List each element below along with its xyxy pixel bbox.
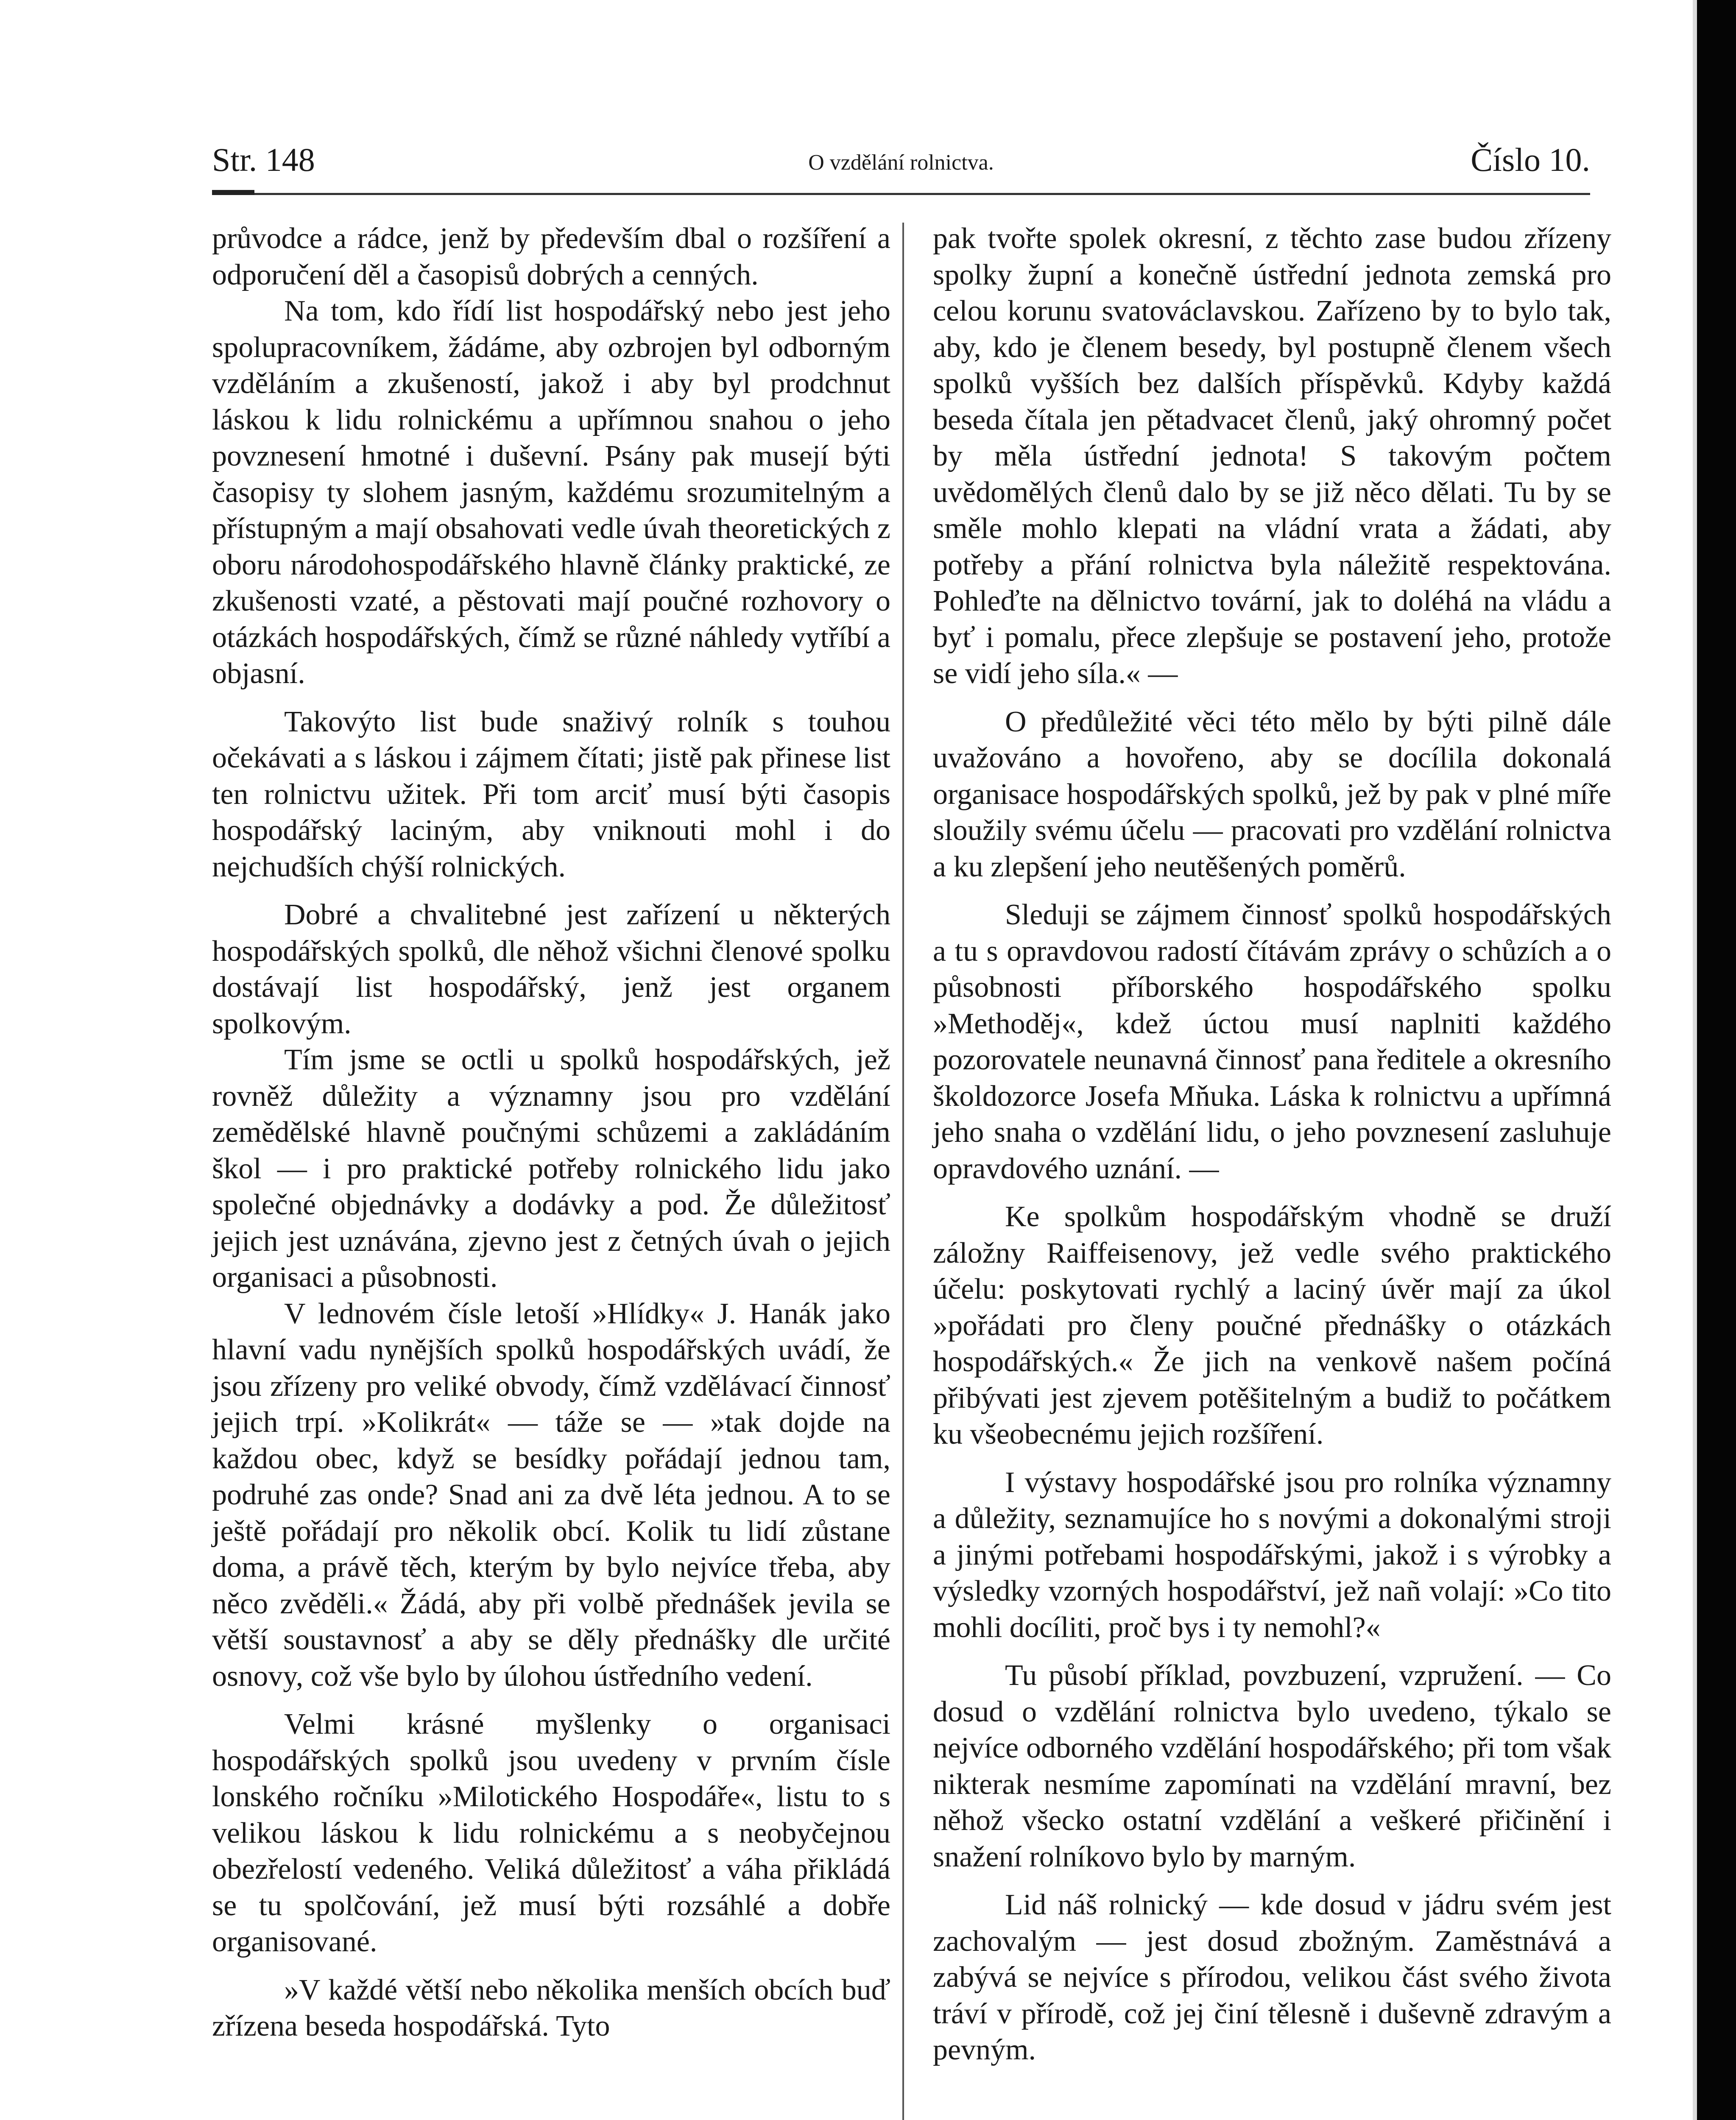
paragraph: V lednovém čísle letoší »Hlídky« J. Hanák jako hlavní vadu nynějších spolků hospodářských uvádí, že jsou zřízeny pro veliké obvody, čímž vzdělávací činnosť jejich trpí. »Kolikrát« — táže se — »tak dojde na každou obec, když se besídky pořádají jednou tam, podruhé zas onde? Snad ani za dvě léta jednou. A to se ještě pořádají pro několik obcí. Kolik tu lidí zůstane doma, a právě těch, kterým by bylo nejvíce třeba, aby něco zvěděli.« Žádá, aby při volbě přednášek jevila se větší soustavnosť a aby se děly přednášky dle určité osnovy, což vše bylo by úlohou ústředního vedení.	[212, 1297, 890, 1693]
paragraph: Takovýto list bude snaživý rolník s touhou očekávati a s láskou i zájmem čítati; jistě pak přinese list ten rolnictvu užitek. Při tom arciť musí býti časopis hospodářský laciným, aby vniknouti mohl i do nejchudších chýší rolnických.	[212, 705, 890, 883]
paragraph: O předůležité věci této mělo by býti pilně dále uvažováno a hovořeno, aby se docílila dokonalá organisace hospodářských spolků, jež by pak v plné míře sloužily svému účelu — pracovati pro vzdělání rolnictva a ku zlepšení jeho neutěšených poměrů.	[933, 705, 1611, 883]
right-column	[933, 220, 1611, 2068]
page-header	[212, 141, 1590, 187]
running-title: O vzdělání rolnictva.	[808, 151, 994, 175]
paragraph: Tu působí příklad, povzbuzení, vzpružení. — Co dosud o vzdělání rolnictva bylo uvedeno, týkalo se nejvíce odborného vzdělání hospodářského; při tom však nikterak nesmíme zapomínati na vzdělání mravní, bez něhož všecko ostatní vzdělání a veškeré přičinění i snažení rolníkovo bylo by marným.	[933, 1659, 1611, 1873]
paragraph: Velmi krásné myšlenky o organisaci hospodářských spolků jsou uvedeny v prvním čísle lonského ročníku »Milotického Hospodáře«, listu to s velikou láskou k lidu rolnickému a s neobyčejnou obezřelostí vedeného. Veliká důležitosť a váha přikládá se tu spolčování, jež musí býti rozsáhlé a dobře organisované.	[212, 1708, 890, 1958]
paragraph: Sleduji se zájmem činnosť spolků hospodářských a tu s opravdovou radostí čítávám zprávy o schůzích a o působnosti příborského hospodářského spolku »Methoděj«, kdež úctou musí naplniti každého pozorovatele neunavná činnosť pana ředitele a okresního školdozorce Josefa Mňuka. Láska k rolnictvu a upřímná jeho snaha o vzdělání lidu, o jeho povznesení zasluhuje opravdového uznání. —	[933, 898, 1611, 1185]
column-divider	[902, 223, 904, 2120]
paragraph: Ke spolkům hospodářským vhodně se druží záložny Raiffeisenovy, jež vedle svého praktického účelu: poskytovati rychlý a laciný úvěr mají za úkol »pořádati pro členy poučné přednášky o otázkách hospodářských.« Že jich na venkově našem počíná přibývati jest zjevem potěšitelným a budiž to počátkem ku všeobecnému jejich rozšíření.	[933, 1200, 1611, 1451]
paragraph: Lid náš rolnický — kde dosud v jádru svém jest zachovalým — jest dosud zbožným. Zaměstnává a zabývá se nejvíce s přírodou, velikou část svého života tráví v přírodě, což jej činí tělesně i duševně zdravým a pevným.	[933, 1888, 1611, 2066]
scan-edge-right	[1697, 0, 1736, 2120]
paragraph: Na tom, kdo řídí list hospodářský nebo jest jeho spolupracovníkem, žádáme, aby ozbrojen byl odborným vzděláním a zkušeností, jakož i aby byl prodchnut láskou k lidu rolnickému a upřímnou snahou o jeho povznesení hmotné i duševní. Psány pak musejí býti časopisy ty slohem jasným, každému srozumitelným a přístupným a mají obsahovati vedle úvah theoretických z oboru národohospodářského hlavně články praktické, ze zkušenosti vzaté, a pěstovati mají poučné rozhovory o otázkách hospodářských, čímž se různé náhledy vytříbí a objasní.	[212, 295, 890, 690]
scan-edge-right-inner	[1693, 0, 1697, 2120]
paragraph: pak tvořte spolek okresní, z těchto zase budou zřízeny spolky župní a konečně ústřední jednota zemská pro celou korunu svatováclavskou. Zařízeno by to bylo tak, aby, kdo je členem besedy, byl postupně členem všech spolků vyšších bez dalších příspěvků. Kdyby každá beseda čítala jen pětadvacet členů, jaký ohromný počet by měla ústřední jednota! S takovým počtem uvědomělých členů dalo by se již něco dělati. Tu by se směle mohlo klepati na vládní vrata a žádati, aby potřeby a přání rolnictva byla náležitě respektována. Pohleďte na dělnictvo tovární, jak to doléhá na vládu a byť i pomalu, přece zlepšuje se postavení jeho, protože se vidí jeho síla.« —	[933, 222, 1611, 690]
issue-number: Číslo 10.	[1471, 141, 1590, 178]
paragraph: I výstavy hospodářské jsou pro rolníka významny a důležity, seznamujíce ho s novými a dokonalými stroji a jinými potřebami hospodářskými, jakož i s výrobky a výsledky vzorných hospodářství, jež nañ volají: »Co tito mohli docíliti, proč bys i ty nemohl?«	[933, 1466, 1611, 1644]
paragraph: průvodce a rádce, jenž by především dbal o rozšíření a odporučení děl a časopisů dobrých a cenných.	[212, 222, 890, 291]
page-number: Str. 148	[212, 141, 315, 178]
paragraph: Dobré a chvalitebné jest zařízení u některých hospodářských spolků, dle něhož všichni členové spolku dostávají list hospodářský, jenž jest organem spolkovým.	[212, 898, 890, 1040]
left-column	[212, 220, 890, 2045]
paragraph: »V každé větší nebo několika menších obcích buď zřízena beseda hospodářská. Tyto	[212, 1973, 890, 2042]
paragraph: Tím jsme se octli u spolků hospodářských, jež rovněž důležity a významny jsou pro vzdělání zemědělské hlavně poučnými schůzemi a zakládáním škol — i pro praktické potřeby rolnického lidu jako společné objednávky a dodávky a pod. Že důležitosť jejich jest uznávána, zjevno jest z četných úvah o jejich organisaci a působnosti.	[212, 1043, 890, 1294]
header-rule-accent	[212, 190, 254, 195]
header-rule	[212, 193, 1590, 195]
